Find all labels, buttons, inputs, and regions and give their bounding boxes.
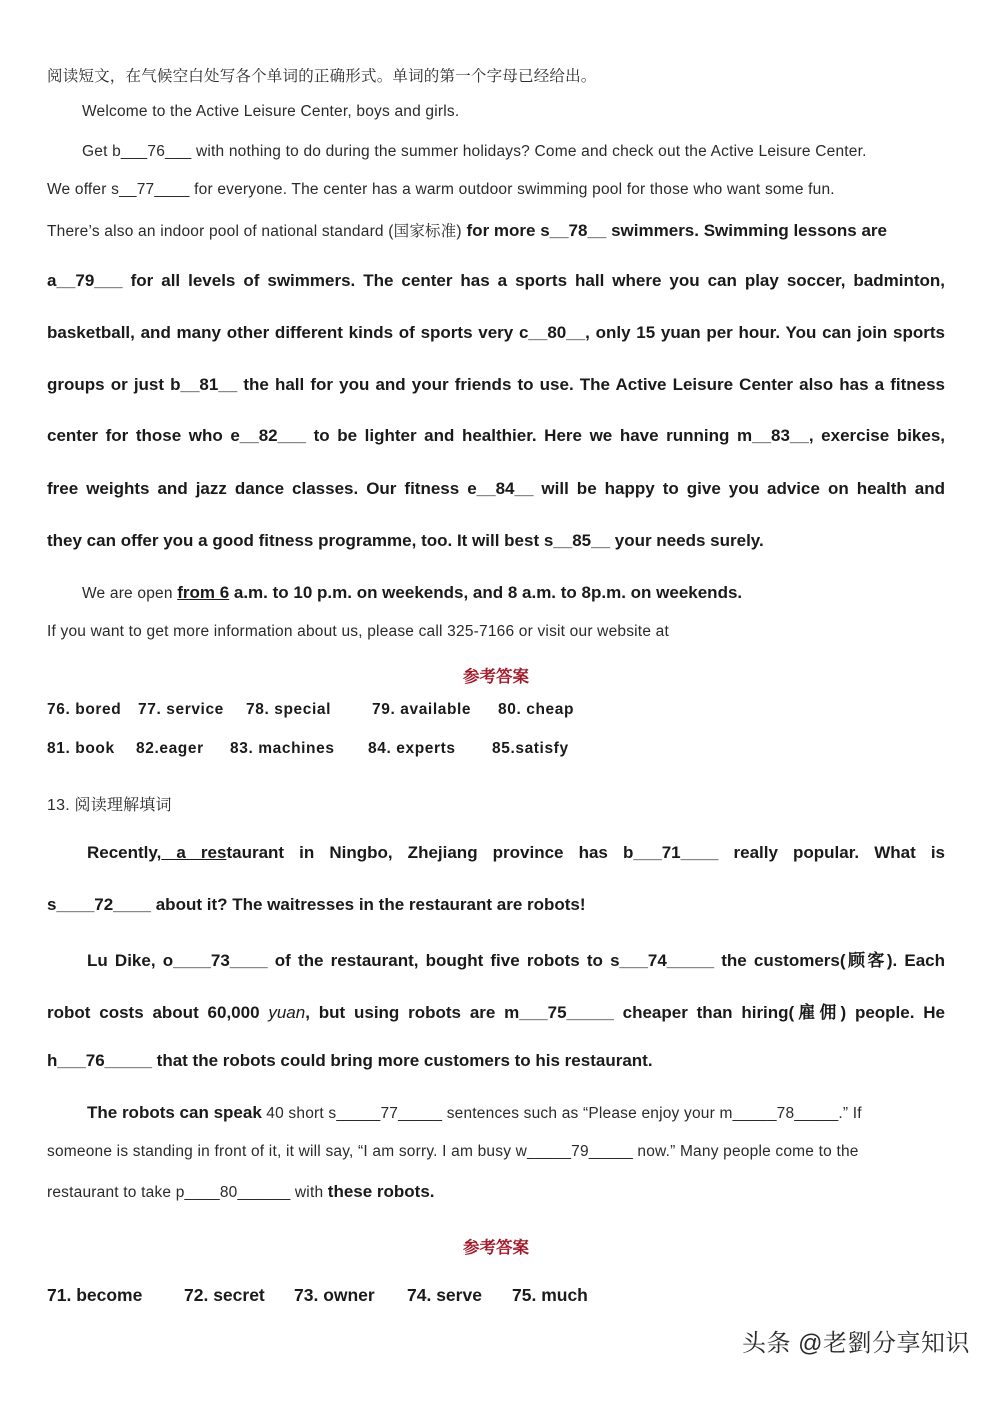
passage1-line-3b: for more s__78__ swimmers. Swimming lessons are [461,221,887,240]
passage2-para3-line1 [87,1103,945,1123]
info-line: If you want to get more information about us, please call 325-7166 or visit our website at [47,623,669,640]
instruction-text: 阅读短文，在气候空白处写各个单词的正确形式。单词的第一个字母已经给出。 [47,68,597,85]
answer-77: 77. service [138,701,224,718]
passage2-para1-underlined: a res [161,843,227,862]
answer-85: 85.satisfy [492,740,569,757]
passage2-para3-a: The robots can speak [87,1103,262,1122]
passage1-line-9: they can offer you a good fitness programme, too. It will best s__85__ your needs surely. [47,531,764,550]
passage1-line-3a: There’s also an indoor pool of national standard (国家标准) [47,223,462,240]
passage1-line-8: free weights and jazz dance classes. Our fitness e__84__ will be happy to give you advice on health and [47,479,945,498]
answer-83: 83. machines [230,740,335,757]
passage2-para2-yuan: yuan [268,1003,306,1022]
passage2-para2-line2c: , but using robots are m___75_____ cheaper than hiring(雇佣) people. He [305,1003,945,1022]
answer-75: 75. much [512,1285,588,1305]
passage1-line-5: basketball, and many other different kinds of sports very c__80__, only 15 yuan per hour. You can join sports [47,323,945,342]
passage1-line-7: center for those who e__82___ to be lighter and healthier. Here we have running m__83__, exercise bikes, [47,426,945,445]
passage2-para1-line2: s____72____ about it? The waitresses in the restaurant are robots! [47,895,586,914]
answer-81: 81. book [47,740,115,757]
answer-71: 71. become [47,1285,143,1305]
passage2-para1-line1 [87,843,945,863]
passage2-para2-line2a: robot costs about 60,000 [47,1003,269,1022]
answer-78: 78. special [246,701,332,718]
answer-76: 76. bored [47,701,122,718]
watermark: 头条 @老劉分享知识 [741,1330,970,1357]
answer-73: 73. owner [294,1285,375,1305]
passage2-para3-line3b: these robots. [327,1182,435,1201]
answer-79: 79. available [372,701,472,718]
opening-hours-b: from 6 [177,583,230,602]
passage2-para1-rest: taurant in Ningbo, Zhejiang province has b___71____ really popular. What is [226,843,945,862]
passage2-para3-b: 40 short s_____77_____ sentences such as “Please enjoy your m_____78_____.” If [261,1105,862,1122]
passage2-para2-line3: h___76_____ that the robots could bring more customers to his restaurant. [47,1051,653,1070]
passage1-line-6: groups or just b__81__ the hall for you and your friends to use. The Active Leisure Center also has a fitness [47,375,945,394]
opening-hours-a: We are open [82,585,178,602]
answer-84: 84. experts [368,740,456,757]
passage2-para1-pre: Recently, [87,843,162,862]
passage2-para3-line3 [47,1182,945,1202]
answer-80: 80. cheap [498,701,575,718]
answer-72: 72. secret [184,1285,265,1305]
welcome-line: Welcome to the Active Leisure Center, boys and girls. [82,103,460,120]
opening-hours-c: a.m. to 10 p.m. on weekends, and 8 a.m. to 8p.m. on weekends. [229,583,743,602]
passage1-line-4: a__79___ for all levels of swimmers. The center has a sports hall where you can play soccer, badminton, [47,271,945,290]
answers2-heading: 参考答案 [463,1239,529,1257]
passage2-para2-line1: Lu Dike, o____73____ of the restaurant, bought five robots to s___74_____ the customers(顾客). Each [87,951,945,970]
passage1-line-2: We offer s__77____ for everyone. The center has a warm outdoor swimming pool for those who want some fun. [47,181,835,198]
answer-74: 74. serve [407,1285,482,1305]
passage1-line-3 [47,219,945,241]
opening-hours-line [82,583,945,603]
section2-title: 13. 阅读理解填词 [47,797,172,814]
passage2-para2-line2 [47,998,945,1023]
passage2-para3-line3a: restaurant to take p____80______ with [47,1184,328,1201]
answer-82: 82.eager [136,740,204,757]
passage2-para3-line2: someone is standing in front of it, it will say, “I am sorry. I am busy w_____79_____ now.” Many people come to the [47,1143,859,1160]
passage1-line-1: Get b___76___ with nothing to do during the summer holidays? Come and check out the Active Leisure Center. [82,143,867,160]
answers1-heading: 参考答案 [463,668,529,686]
